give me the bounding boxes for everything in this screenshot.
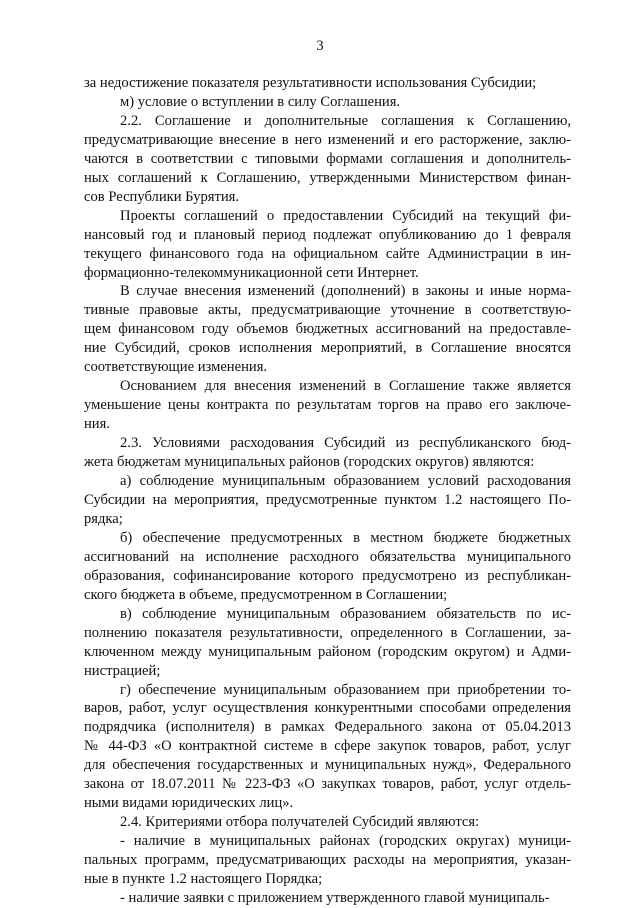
- paragraph: [84, 93, 571, 112]
- text-line: ные в пункте 1.2 настоящего Порядка;: [84, 871, 323, 888]
- text-line: Проекты соглашений о предоставлении Субсидий на текущий фи-: [120, 207, 571, 224]
- text-line: в) соблюдение муниципальным образованием обязательств по ис-: [120, 605, 571, 622]
- text-line: щем финансовом году объемов бюджетных ассигнований на предоставле-: [84, 321, 571, 338]
- paragraph: [84, 434, 571, 472]
- text-line: № 44-ФЗ «О контрактной системе в сфере закупок товаров, работ, услуг: [84, 738, 571, 755]
- paragraph: [84, 605, 571, 681]
- text-line: б) обеспечение предусмотренных в местном бюджете бюджетных: [120, 529, 571, 546]
- text-line: г) обеспечение муниципальным образованием при приобретении то-: [120, 681, 571, 698]
- text-line: жета бюджетам муниципальных районов (городских округов) являются:: [84, 454, 535, 471]
- text-line: ского бюджета в объеме, предусмотренном в Соглашении;: [84, 586, 448, 603]
- text-line: ными видами юридических лиц».: [84, 795, 294, 812]
- paragraph: [84, 529, 571, 605]
- text-line: - наличие в муниципальных районах (городских округах) муници-: [120, 833, 571, 850]
- text-line: образования, софинансирование которого предусмотрено из республикан-: [84, 567, 571, 584]
- text-line: Основанием для внесения изменений в Соглашение также является: [120, 378, 571, 395]
- text-line: рядка;: [84, 510, 123, 527]
- document-body: [84, 74, 571, 908]
- text-line: подрядчика (исполнителя) в рамках Федерального закона от 05.04.2013: [84, 719, 571, 736]
- text-line: - наличие заявки с приложением утвержденного главой муниципаль-: [120, 889, 550, 906]
- paragraph: [84, 832, 571, 889]
- paragraph: [84, 207, 571, 283]
- text-line: варов, работ, услуг осуществления конкурентными способами определения: [84, 700, 571, 717]
- paragraph: [84, 681, 571, 814]
- page-number: 3: [316, 38, 324, 54]
- text-line: м) условие о вступлении в силу Соглашения.: [120, 93, 401, 110]
- text-line: для обеспечения государственных и муниципальных нужд», Федерального: [84, 757, 571, 774]
- text-line: 2.3. Условиями расходования Субсидий из республиканского бюд-: [120, 435, 571, 452]
- paragraph: [84, 889, 571, 908]
- paragraph: [84, 377, 571, 434]
- text-line: полнению показателя результативности, определенного в Соглашении, за-: [84, 624, 571, 641]
- text-line: ных соглашений к Соглашению, утвержденными Министерством финан-: [84, 169, 571, 186]
- text-line: чаются в соответствии с типовыми формами соглашения и дополнитель-: [84, 150, 571, 167]
- text-line: пальных программ, предусматривающих расходы на мероприятия, указан-: [84, 852, 571, 869]
- text-line: В случае внесения изменений (дополнений) в законы и иные норма-: [120, 283, 571, 300]
- text-line: а) соблюдение муниципальным образованием условий расходования: [120, 473, 571, 490]
- text-line: за недостижение показателя результативности использования Субсидии;: [84, 75, 537, 91]
- text-line: закона от 18.07.2011 № 223-ФЗ «О закупках товаров, работ, услуг отдель-: [84, 776, 571, 793]
- text-line: уменьшение цены контракта по результатам торгов на право его заключе-: [84, 397, 571, 414]
- text-line: ассигнований на исполнение расходного обязательства муниципального: [84, 548, 571, 565]
- text-line: ключенном между муниципальным районом (городским округом) и Адми-: [84, 643, 571, 660]
- text-line: ния.: [84, 416, 110, 433]
- text-line: текущего финансового года на официальном сайте Администрации в ин-: [84, 245, 571, 262]
- paragraph: [84, 74, 571, 93]
- paragraph: [84, 282, 571, 377]
- text-line: 2.2. Соглашение и дополнительные соглашения к Соглашению,: [120, 112, 571, 129]
- paragraph: [84, 112, 571, 207]
- text-line: нансовый год и плановый период подлежат опубликованию до 1 февраля: [84, 226, 571, 243]
- text-line: предусматривающие внесение в него изменений и его расторжение, заклю-: [84, 131, 571, 148]
- text-line: формационно-телекоммуникационной сети Интернет.: [84, 264, 419, 281]
- text-line: 2.4. Критериями отбора получателей Субсидий являются:: [120, 814, 480, 831]
- text-line: нистрацией;: [84, 662, 161, 679]
- text-line: Субсидии на мероприятия, предусмотренные пунктом 1.2 настоящего По-: [84, 491, 571, 508]
- paragraph: [84, 813, 571, 832]
- text-line: сов Республики Бурятия.: [84, 188, 240, 205]
- text-line: тивные правовые акты, предусматривающие уточнение в соответствую-: [84, 302, 571, 319]
- text-line: соответствующие изменения.: [84, 359, 268, 376]
- text-line: ние Субсидий, сроков исполнения мероприятий, в Соглашение вносятся: [84, 340, 571, 357]
- paragraph: [84, 472, 571, 529]
